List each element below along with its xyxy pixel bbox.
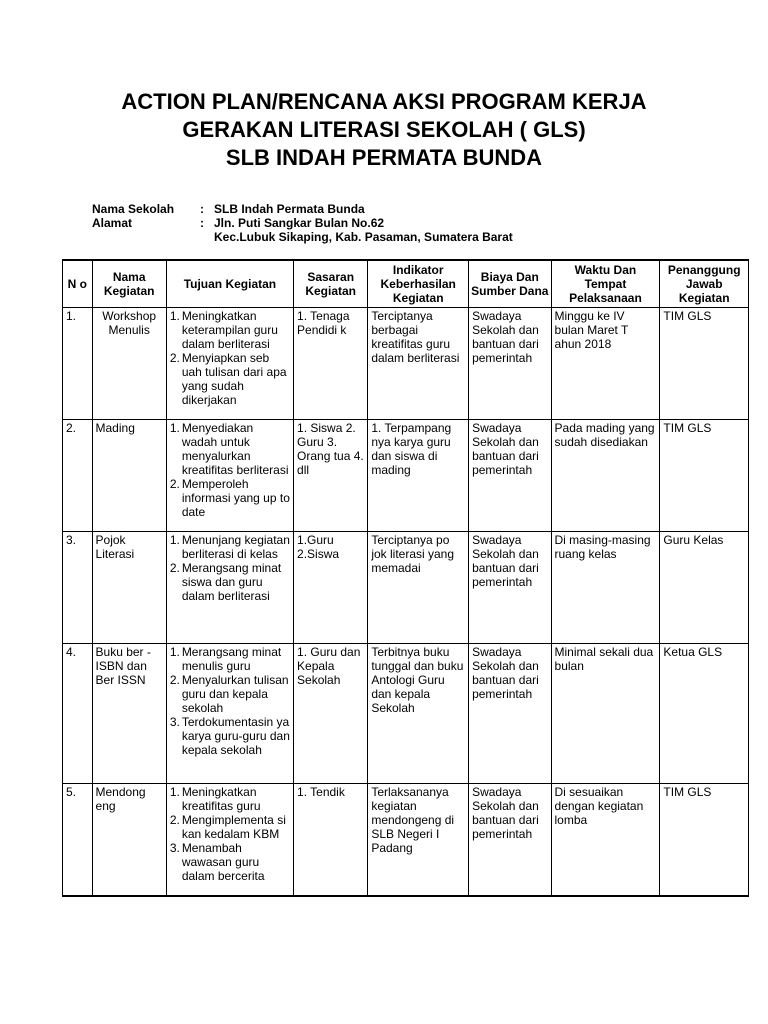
header-tujuan-kegiatan: Tujuan Kegiatan (166, 260, 293, 308)
row-nama: Pojok Literasi (92, 532, 166, 644)
row-waktu: Minimal sekali dua bulan (551, 644, 660, 784)
row-no: 1. (63, 308, 93, 420)
table-row (63, 784, 749, 896)
row-pj: TIM GLS (660, 784, 749, 896)
row-nama: Mendong eng (92, 784, 166, 896)
row-biaya: Swadaya Sekolah dan bantuan dari pemerintah (469, 784, 551, 896)
row-sasaran: 1. Tendik (294, 784, 368, 896)
header-nama-kegiatan: Nama Kegiatan (92, 260, 166, 308)
school-info (92, 202, 513, 244)
list-item: 2. Menyiapkan seb uah tulisan dari apa yang sudah dikerjakan (169, 351, 287, 407)
row-biaya: Swadaya Sekolah dan bantuan dari pemerintah (469, 644, 551, 784)
row-pj: Ketua GLS (660, 644, 749, 784)
list-item: 2. Menyalurkan tulisan guru dan kepala sekolah (169, 673, 289, 715)
table-header-row (63, 260, 749, 308)
row-indikator: Terciptanya berbagai kreatifitas guru dalam berliterasi (368, 308, 469, 420)
list-item: 3. Menambah wawasan guru dalam bercerita (169, 841, 265, 883)
row-pj: TIM GLS (660, 308, 749, 420)
list-item: 2. Mengimplementa si kan kedalam KBM (169, 813, 286, 841)
row-waktu: Minggu ke IV bulan Maret T ahun 2018 (551, 308, 660, 420)
colon: : (200, 216, 204, 230)
row-tujuan (166, 784, 293, 896)
table-row (63, 420, 749, 532)
list-item: 1. Meningkatkan keterampilan guru dalam berliterasi (169, 309, 278, 351)
list-item: 1. Merangsang minat menulis guru (169, 645, 282, 673)
row-sasaran: 1.Guru 2.Siswa (294, 532, 368, 644)
table-row (63, 532, 749, 644)
header-sasaran-kegiatan: Sasaran Kegiatan (294, 260, 368, 308)
title-line-1: ACTION PLAN/RENCANA AKSI PROGRAM KERJA (121, 89, 647, 114)
table-row (63, 308, 749, 420)
row-indikator: Terbitnya buku tunggal dan buku Antologi Guru dan kepala Sekolah (368, 644, 469, 784)
row-tujuan (166, 532, 293, 644)
colon: : (200, 202, 204, 216)
row-no: 5. (63, 784, 93, 896)
row-biaya: Swadaya Sekolah dan bantuan dari pemerintah (469, 532, 551, 644)
row-waktu: Pada mading yang sudah disediakan (551, 420, 660, 532)
row-pj: Guru Kelas (660, 532, 749, 644)
row-no: 4. (63, 644, 93, 784)
header-waktu: Waktu Dan Tempat Pelaksanaan (551, 260, 660, 308)
header-biaya: Biaya Dan Sumber Dana (469, 260, 551, 308)
list-item: 3. Terdokumentasin ya karya guru-guru dan kepala sekolah (169, 715, 290, 757)
row-no: 3. (63, 532, 93, 644)
row-pj: TIM GLS (660, 420, 749, 532)
header-no: N o (63, 260, 93, 308)
table-row (63, 644, 749, 784)
list-item: 2. Memperoleh informasi yang up to date (169, 477, 290, 519)
list-item: 1. Menyediakan wadah untuk menyalurkan kreatifitas berliterasi (169, 421, 289, 477)
header-penanggung-jawab: Penanggung Jawab Kegiatan (660, 260, 749, 308)
address-label: Alamat (92, 216, 133, 230)
school-name-value: SLB Indah Permata Bunda (214, 202, 365, 216)
row-indikator: 1. Terpampang nya karya guru dan siswa di mading (368, 420, 469, 532)
row-waktu: Di masing-masing ruang kelas (551, 532, 660, 644)
row-nama: Buku ber -ISBN dan Ber ISSN (92, 644, 166, 784)
address-line-2: Kec.Lubuk Sikaping, Kab. Pasaman, Sumatera Barat (214, 230, 513, 244)
row-biaya: Swadaya Sekolah dan bantuan dari pemerintah (469, 420, 551, 532)
row-indikator: Terciptanya po jok literasi yang memadai (368, 532, 469, 644)
action-plan-table (62, 259, 749, 897)
list-item: 1. Meningkatkan kreatifitas guru (169, 785, 261, 813)
row-indikator: Terlaksananya kegiatan mendongeng di SLB Negeri I Padang (368, 784, 469, 896)
list-item: 1. Menunjang kegiatan berliterasi di kelas (169, 533, 290, 561)
row-no: 2. (63, 420, 93, 532)
row-nama: Mading (92, 420, 166, 532)
address-line-1: Jln. Puti Sangkar Bulan No.62 (214, 216, 385, 230)
list-item: 2. Merangsang minat siswa dan guru dalam berliterasi (169, 561, 282, 603)
row-tujuan (166, 644, 293, 784)
row-waktu: Di sesuaikan dengan kegiatan lomba (551, 784, 660, 896)
row-sasaran: 1. Siswa 2. Guru 3. Orang tua 4. dll (294, 420, 368, 532)
row-sasaran: 1. Tenaga Pendidi k (294, 308, 368, 420)
row-biaya: Swadaya Sekolah dan bantuan dari pemerintah (469, 308, 551, 420)
document-title (0, 88, 768, 172)
row-sasaran: 1. Guru dan Kepala Sekolah (294, 644, 368, 784)
row-nama: Workshop Menulis (92, 308, 166, 420)
header-indikator: Indikator Keberhasilan Kegiatan (368, 260, 469, 308)
title-line-2: GERAKAN LITERASI SEKOLAH ( GLS) (182, 117, 586, 142)
row-tujuan (166, 308, 293, 420)
row-tujuan (166, 420, 293, 532)
title-line-3: SLB INDAH PERMATA BUNDA (225, 145, 543, 170)
school-name-label: Nama Sekolah (92, 202, 175, 216)
